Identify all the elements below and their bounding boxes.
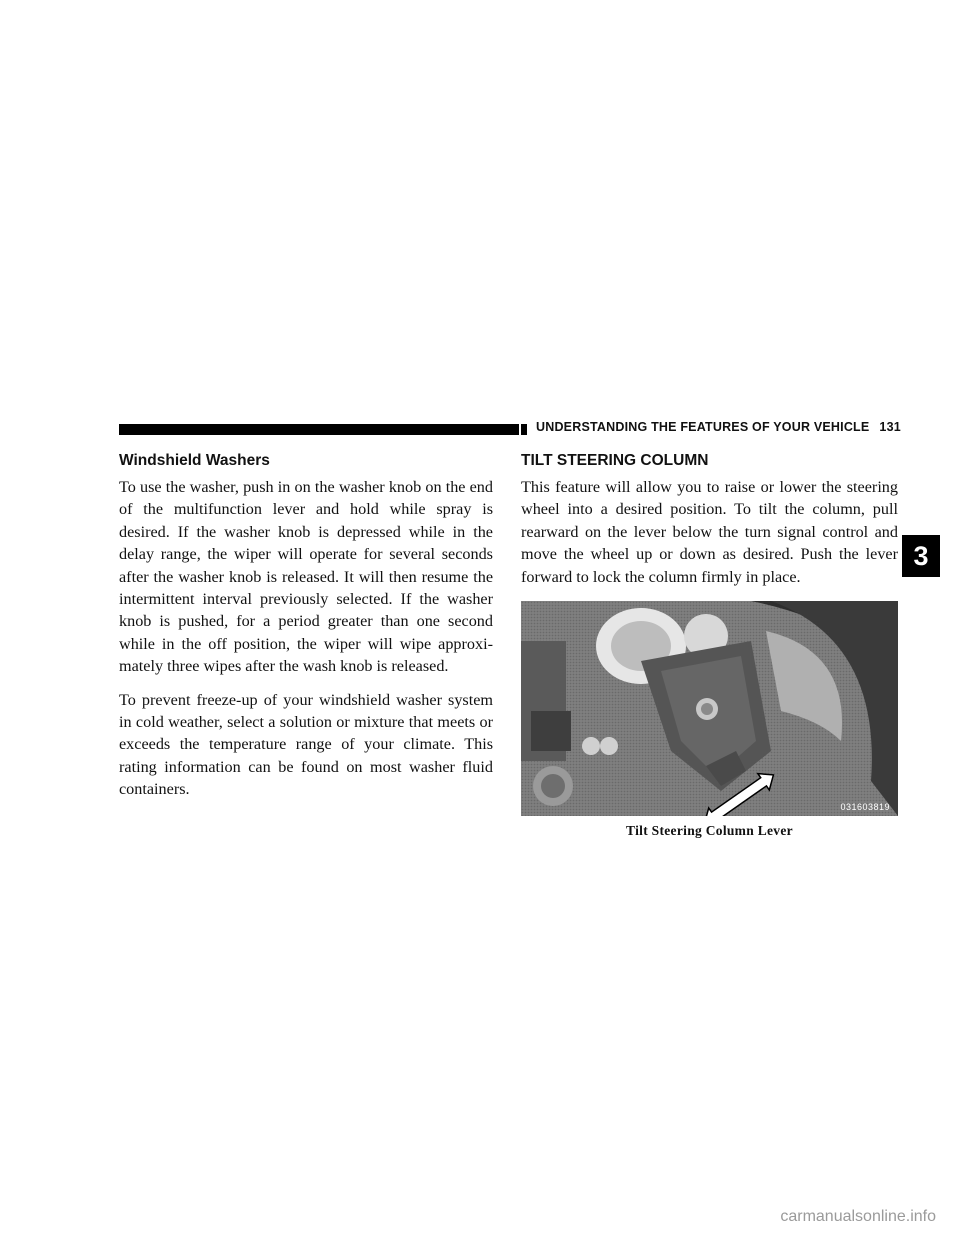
steering-column-photo — [521, 601, 898, 816]
tilt-steering-heading: TILT STEERING COLUMN — [521, 452, 709, 469]
left-column — [119, 450, 493, 812]
figure-code: 031603819 — [840, 802, 890, 813]
page-number: 131 — [879, 420, 901, 434]
steering-column-illustration — [521, 601, 898, 816]
header-rule-short — [521, 424, 527, 435]
watermark: carmanualsonline.info — [780, 1208, 936, 1225]
washer-paragraph-2: To prevent freeze-up of your windshield washer system in cold weather, select a solution or mixture that meets or exceeds the temperature range of your climate. This rating information can be found on most washer fluid containers. — [119, 690, 493, 799]
tilt-steering-paragraph: This feature will allow you to raise or lower the steering wheel into a desired position. To tilt the column, pull rearward on the lever below the turn signal control and move the wheel up or down as desired. Push the lever forward to lock the column firmly in place. — [521, 478, 898, 586]
header-rule — [119, 424, 519, 435]
windshield-washers-heading: Windshield Washers — [119, 452, 270, 469]
right-column — [521, 450, 898, 839]
washer-paragraph-1: To use the washer, push in on the washer knob on the end of the multifunction lever and hold while spray is desired. If the washer knob is depressed while in the delay range, the wiper will operate for several seconds after the washer knob is released. It will then resume the intermittent interval previously selected. If the washer knob is pushed, for a period greater than one second while in the off position, the wiper will wipe approxi-mately three wipes after the wash knob is released. — [119, 478, 493, 676]
running-header — [536, 420, 901, 434]
chapter-tab: 3 — [902, 535, 940, 577]
figure-caption: Tilt Steering Column Lever — [626, 823, 793, 839]
section-title: UNDERSTANDING THE FEATURES OF YOUR VEHICLE — [536, 420, 870, 434]
